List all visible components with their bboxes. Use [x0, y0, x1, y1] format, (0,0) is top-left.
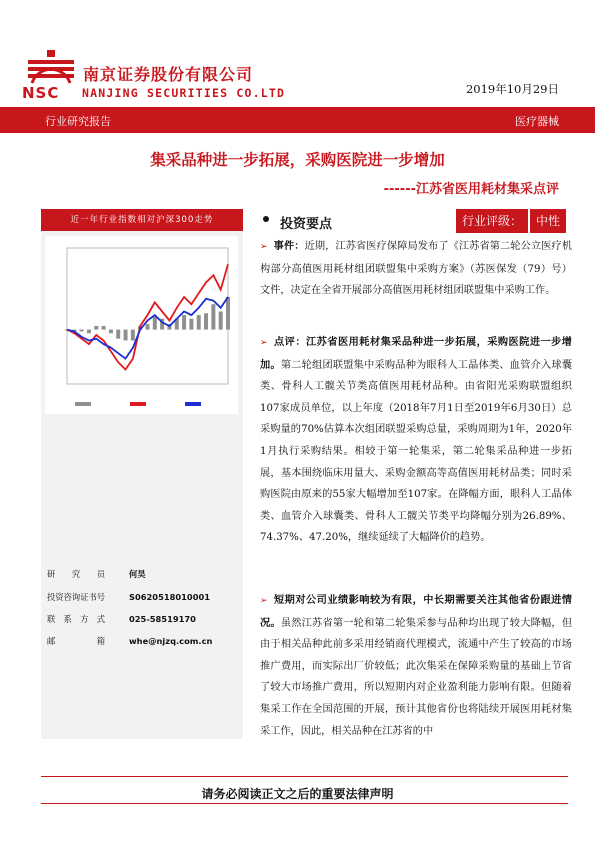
legend-swatch	[75, 402, 91, 406]
contact-email[interactable]: whe@njzq.com.cn	[129, 636, 213, 646]
para-text: 近期，江苏省医疗保障局发布了《江苏省第二轮公立医疗机构部分高值医用耗材组团联盟集中采购方案》（苏医保发（79）号）文件，决定在全省开展部分高值医用耗材组团联盟集中采购工作。	[260, 241, 573, 297]
chart-bar	[80, 330, 84, 332]
footer-divider	[41, 776, 568, 777]
chart-bar	[211, 304, 215, 329]
rating-value: 中性	[530, 209, 566, 233]
chart-bar	[124, 330, 128, 341]
contact-row	[47, 635, 212, 647]
contact-row	[47, 613, 196, 625]
chart-bar	[131, 330, 135, 341]
report-title: 集采品种进一步拓展，采购医院进一步增加	[150, 151, 445, 169]
series-line	[67, 264, 228, 369]
chart-bar	[87, 330, 91, 334]
arrow-icon: ➢	[260, 242, 268, 252]
chart-bar	[153, 317, 157, 330]
legal-notice: 请务必阅读正文之后的重要法律声明	[201, 787, 394, 801]
chart-title: 近一年行业指数相对沪深300走势	[41, 209, 243, 231]
industry-name: 医疗器械	[515, 115, 559, 128]
paragraph-impact	[260, 590, 572, 742]
report-type: 行业研究报告	[45, 115, 111, 128]
chart-bar	[102, 326, 106, 330]
chart-bar	[197, 315, 201, 330]
chart-bar	[204, 313, 208, 329]
arrow-icon: ➢	[260, 596, 268, 606]
chart-bar	[94, 326, 98, 330]
contact-value: 何昊	[129, 569, 146, 579]
contact-row	[47, 568, 146, 580]
contact-label: 研 究 员	[47, 569, 106, 579]
contact-value: S0620518010001	[129, 592, 211, 602]
header-bar	[0, 107, 595, 133]
index-chart	[45, 236, 238, 414]
report-date: 2019年10月29日	[465, 82, 559, 96]
contact-label: 邮 箱	[47, 636, 106, 646]
contact-row	[47, 591, 210, 603]
contact-label: 投资咨询证书号	[47, 592, 106, 602]
legend-swatch	[185, 402, 201, 406]
company-name-cn: 南京证券股份有限公司	[83, 65, 254, 84]
bullet-icon	[263, 216, 269, 222]
paragraph-comment	[260, 332, 572, 549]
para-lead: 点评：江苏省医用耗材集采品种进一步拓展，采购医院进一步增加。	[260, 336, 572, 371]
paragraph-event	[260, 236, 572, 302]
bottom-divider	[41, 803, 568, 804]
chart-bar	[109, 330, 113, 334]
contact-label: 联 系 方 式	[47, 614, 106, 624]
para-text: 虽然江苏省第一轮和第二轮集采参与品种均出现了较大降幅，但由于相关品种此前多采用经销商代理模式，流通中产生了较高的市场推广费用，而实际出厂价较低；此次集采在保障采购量的基础上节省了较大市场推广费用，所以短期内对企业盈利能力影响有限。但随着集采工作在全国范围的开展，预计其他省份也将陆续开展医用耗材集采工作，因此，相关品种在江苏省的中	[260, 617, 573, 737]
legend-swatch	[130, 402, 146, 406]
chart-bar	[146, 324, 150, 329]
para-text: 第二轮组团联盟集中采购品种为眼科人工晶体类、血管介入球囊类、骨科人工髋关节类高值医用耗材品种。由省阳光采购联盟组织107家成员单位，以上年度（2018年7月1日至2019年6月30日）总采购量的70%估算本次组团联盟采购总量，采购周期为1年，2020年1月执行采购结果。相较于第一轮集采，第二轮集采品种进一步拓展，基本围绕临床用量大、采购金额高等高值医用耗材品类；同时采购医院由原来的55家大幅增加至107家。在降幅方面，眼科人工晶体类、血管介入球囊类、骨科人工髋关节类平均降幅分别为26.89%、74.37%、47.20%，继续延续了大幅降价的趋势。	[260, 359, 573, 544]
report-subtitle: ------江苏省医用耗材集采点评	[383, 182, 559, 197]
chart-bar	[219, 311, 223, 329]
para-lead: 事件：	[273, 240, 305, 252]
section-title: 投资要点	[280, 217, 333, 232]
company-name-en: NANJING SECURITIES CO.LTD	[82, 86, 286, 100]
chart-bar	[116, 330, 120, 339]
chart-area	[45, 236, 238, 414]
chart-bar	[189, 319, 193, 330]
para-lead: 短期对公司业绩影响较为有限，中长期需要关注其他省份跟进情况。	[260, 594, 572, 629]
contact-value: 025-58519170	[129, 614, 196, 624]
logo-abbr: NSC	[22, 84, 60, 102]
company-logo	[22, 45, 80, 87]
arrow-icon: ➢	[260, 338, 268, 348]
chart-bar	[226, 297, 230, 330]
chart-bar	[182, 315, 186, 330]
rating-label: 行业评级：	[456, 209, 528, 233]
